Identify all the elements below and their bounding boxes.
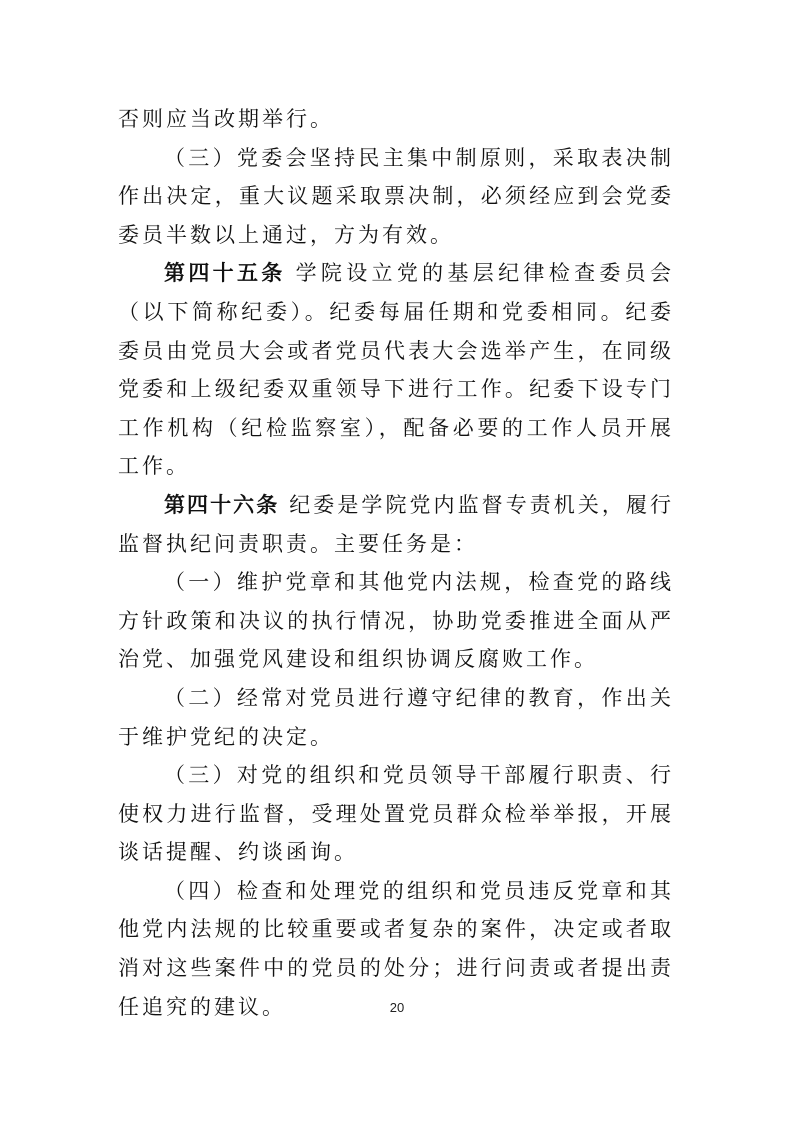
article-number: 第四十五条 [164,260,286,286]
paragraph-text: 纪委是学院党内监督专责机关，履行监督执纪问责职责。主要任务是： [118,492,674,556]
article-45 [118,254,674,486]
paragraph-continuation [118,100,674,139]
paragraph-item-1-duties [118,563,674,679]
paragraph-item-2-duties [118,679,674,756]
paragraph-item-3-duties [118,756,674,872]
article-number: 第四十六条 [164,491,280,517]
paragraph-text: 学院设立党的基层纪律检查委员会（以下简称纪委）。纪委每届任期和党委相同。纪委委员由党员大会或者党员代表大会选举产生，在同级党委和上级纪委双重领导下进行工作。纪委下设专门工作机构（纪检监察室），配备必要的工作人员开展工作。 [118,261,675,479]
document-body [118,100,674,1026]
paragraph-item-3-voting [118,139,674,255]
paragraph-text: （三）党委会坚持民主集中制原则，采取表决制作出决定，重大议题采取票决制，必须经应到会党委委员半数以上通过，方为有效。 [118,145,674,247]
paragraph-text: （一）维护党章和其他党内法规，检查党的路线方针政策和决议的执行情况，协助党委推进全面从严治党、加强党风建设和组织协调反腐败工作。 [118,570,674,672]
paragraph-text: （二）经常对党员进行遵守纪律的教育，作出关于维护党纪的决定。 [118,685,674,749]
paragraph-text: （四）检查和处理党的组织和党员违反党章和其他党内法规的比较重要或者复杂的案件，决定或者取消对这些案件中的党员的处分；进行问责或者提出责任追究的建议。 [118,878,674,1019]
paragraph-text: （三）对党的组织和党员领导干部履行职责、行使权力进行监督，受理处置党员群众检举举报，开展谈话提醒、约谈函询。 [118,763,674,865]
paragraph-text: 否则应当改期举行。 [118,107,334,131]
page-number: 20 [389,1000,405,1015]
article-46 [118,486,674,563]
